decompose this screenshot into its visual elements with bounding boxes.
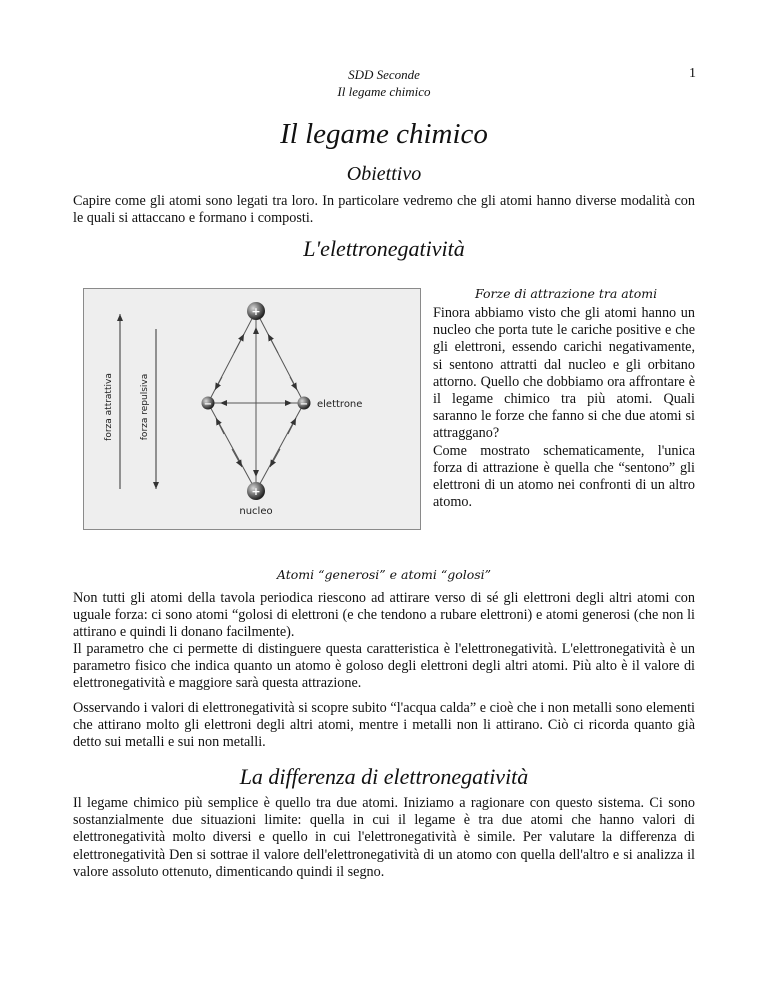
- paragraph-differenza: Il legame chimico più semplice è quello tra due atomi. Iniziamo a ragionare con questo sistema. Ci sono sostanzialmente due situazioni limite: quella in cui il legame è tra due atomi che hanno valori di elettronegatività molto diversi e quello in cui l'elettronegatività è simile. Per valutare la differenza di elettronegatività Den si sottrae il valore dell'elettronegatività di un atomo con quella dell'altro e si analizza il valore assoluto ottenuto, dimenticando quindi il segno.: [73, 795, 695, 880]
- label-nucleo: nucleo: [239, 506, 273, 517]
- minus-sign-left: −: [203, 399, 213, 410]
- page-number: 1: [689, 66, 696, 81]
- heading-differenza: La differenza di elettronegatività: [239, 764, 529, 789]
- label-elettrone: elettrone: [317, 399, 363, 410]
- plus-sign-top: +: [251, 305, 261, 318]
- forces-diagram: [84, 289, 420, 529]
- label-forza-repulsiva: forza repulsiva: [140, 373, 150, 441]
- paragraph-acqua-calda: Osservando i valori di elettronegatività si scopre subito “l'acqua calda” e cioè che i non metalli sono elementi che attirano molto gli elettroni degli altri atomi, mentre i metalli non li attirano. Ciò ci ricorda quanto già detto sui metalli e sui non metalli.: [73, 700, 695, 751]
- label-forza-attrattiva: forza attrattiva: [104, 373, 114, 441]
- attraction-forces-figure: [83, 288, 421, 530]
- minus-sign-right: −: [299, 399, 309, 410]
- side-paragraph-text: Finora abbiamo visto che gli atomi hanno un nucleo che porta tute le cariche positive e che gli elettroni, essendo carichi negativamente, si sentono attratti dal nucleo e gli orbitano attorno. Quello che dobbiamo ora affrontare è il legame chimico tra più atomi. Quali saranno le forze che fanno si che due atomi si attraggano? Come mostrato schematicamente, l'unica forza di attrazione è quella che “sentono” gli elettroni di un atomo nei confronti di un altro atomo.: [433, 305, 695, 511]
- header-line-1: SDD Seconde: [348, 67, 420, 82]
- subheading-forze-attrazione: Forze di attrazione tra atomi: [475, 286, 658, 301]
- side-paragraph: [433, 305, 695, 511]
- page-title: Il legame chimico: [280, 118, 488, 150]
- header-line-2: Il legame chimico: [337, 84, 431, 99]
- obiettivo-paragraph: Capire come gli atomi sono legati tra loro. In particolare vedremo che gli atomi hanno diverse modalità con le quali si attaccano e formano i composti.: [73, 193, 695, 227]
- plus-sign-bottom: +: [251, 485, 261, 498]
- running-header: [0, 66, 768, 100]
- paragraph-parametro: Il parametro che ci permette di distinguere questa caratteristica è l'elettronegatività. L'elettronegatività è un parametro fisico che indica quanto un atomo è goloso degli elettroni degli altri atomi. Più alto è il valore di elettronegatività e maggiore sarà questa attrazione.: [73, 641, 695, 692]
- subheading-generosi-golosi: Atomi “generosi” e atomi “golosi”: [276, 567, 492, 582]
- heading-elettronegativita: L'elettronegatività: [303, 236, 465, 261]
- paragraph-golosi: Non tutti gli atomi della tavola periodica riescono ad attirare verso di sé gli elettroni degli altri atomi con uguale forza: ci sono atomi “golosi di elettroni (e che tendono a rubare elettroni) e atomi generosi (che non li attirano e quindi li donano facilmente).: [73, 590, 695, 641]
- heading-obiettivo: Obiettivo: [346, 163, 422, 185]
